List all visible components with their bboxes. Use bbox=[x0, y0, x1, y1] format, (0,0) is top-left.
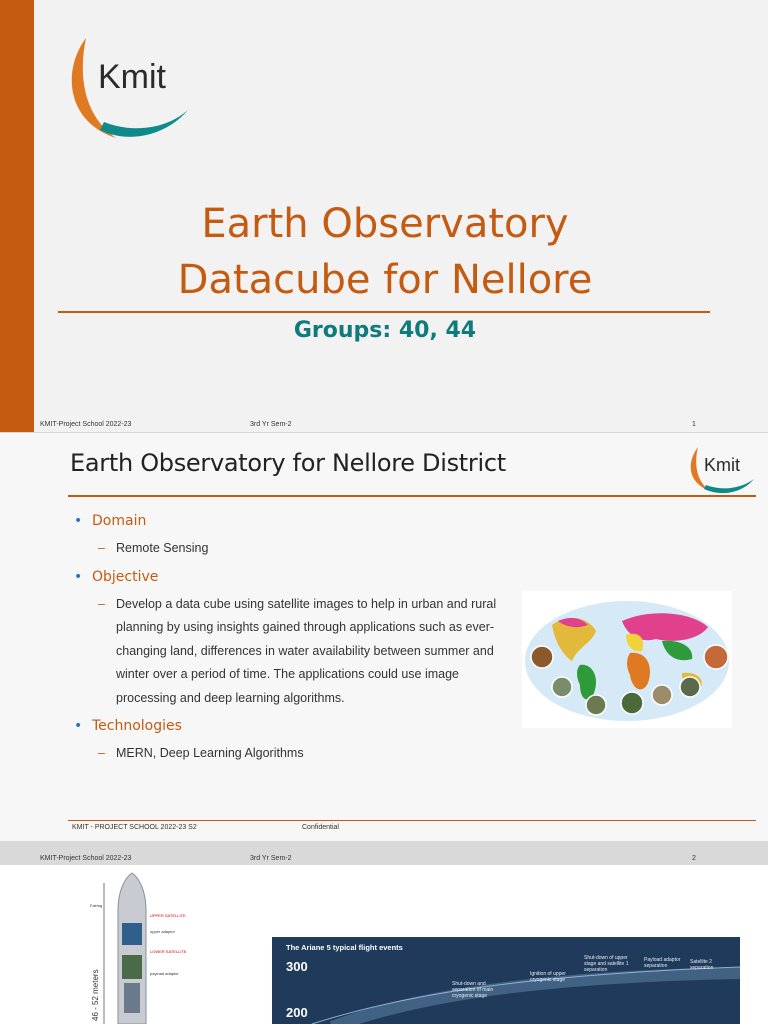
svg-text:Fairing: Fairing bbox=[90, 903, 103, 908]
footer-school: KMIT-Project School 2022-23 bbox=[40, 421, 132, 428]
svg-text:Kmit: Kmit bbox=[704, 455, 740, 475]
svg-text:LOWER SATELLITE: LOWER SATELLITE bbox=[150, 949, 187, 954]
flight-events-title: The Ariane 5 typical flight events bbox=[286, 943, 403, 952]
bullet-list bbox=[72, 507, 502, 772]
slide-3 bbox=[0, 865, 768, 1024]
heading-divider bbox=[68, 495, 756, 497]
slide-1 bbox=[0, 0, 768, 432]
slide-2 bbox=[0, 433, 768, 841]
footer-divider bbox=[68, 820, 756, 821]
footer-school: KMIT - PROJECT SCHOOL 2022-23 S2 bbox=[72, 824, 197, 831]
sub-bullet-domain: – Remote Sensing bbox=[72, 537, 502, 561]
world-biome-map-image bbox=[522, 591, 732, 728]
event-satellite-2-separation: Satellite 2 separation bbox=[690, 959, 714, 971]
svg-text:upper adaptor: upper adaptor bbox=[150, 929, 175, 934]
kmit-logo-icon bbox=[64, 30, 196, 146]
title-line-1: Earth Observatory bbox=[201, 201, 569, 247]
altitude-tick-200: 200 bbox=[286, 1005, 308, 1020]
svg-text:payload adaptor: payload adaptor bbox=[150, 971, 179, 976]
slide-heading: Earth Observatory for Nellore District bbox=[70, 449, 506, 477]
title-line-2: Datacube for Nellore bbox=[177, 257, 593, 303]
event-satellite-1-separation: Shut-down of upper stage and satellite 1 separation bbox=[584, 955, 629, 973]
footer-page-number: 1 bbox=[692, 421, 696, 428]
bullet-domain: • Domain bbox=[72, 511, 502, 531]
page-footer-page-number: 2 bbox=[692, 855, 696, 862]
sub-bullet-technologies: – MERN, Deep Learning Algorithms bbox=[72, 742, 502, 766]
event-payload-adaptor-separation: Payload adaptor separation bbox=[644, 957, 681, 969]
accent-sidebar bbox=[0, 0, 34, 432]
bullet-objective: • Objective bbox=[72, 567, 502, 587]
flight-events-panel bbox=[272, 937, 740, 1024]
groups-subtitle: Groups: 40, 44 bbox=[293, 318, 477, 343]
kmit-logo-icon bbox=[688, 443, 760, 495]
footer-confidential: Confidential bbox=[302, 824, 339, 831]
page-footer-semester: 3rd Yr Sem-2 bbox=[250, 855, 292, 862]
footer-semester: 3rd Yr Sem-2 bbox=[250, 421, 292, 428]
sub-bullet-objective: – Develop a data cube using satellite images to help in urban and rural planning by using insights gained through applications such as ever-changing land, differences in water availability between summer and winter over a period of time. The applications could use image processing and deep learning algorithms. bbox=[72, 593, 502, 711]
event-main-stage-separation: Shut-down and separation of main cryogenic stage bbox=[452, 981, 494, 999]
altitude-tick-300: 300 bbox=[286, 959, 308, 974]
slide-title bbox=[60, 196, 710, 308]
svg-text:UPPER SATELLITE: UPPER SATELLITE bbox=[150, 913, 186, 918]
event-upper-stage-ignition: Ignition of upper cryogenic stage bbox=[530, 971, 566, 983]
svg-text:Kmit: Kmit bbox=[98, 58, 166, 96]
page-footer-school: KMIT-Project School 2022-23 bbox=[40, 855, 132, 862]
flight-trajectory-arc bbox=[272, 937, 740, 1024]
ariane-rocket-cutaway-image bbox=[86, 871, 190, 1024]
svg-text:46 - 52 meters: 46 - 52 meters bbox=[91, 969, 100, 1021]
bullet-technologies: • Technologies bbox=[72, 716, 502, 736]
title-divider bbox=[58, 311, 710, 313]
